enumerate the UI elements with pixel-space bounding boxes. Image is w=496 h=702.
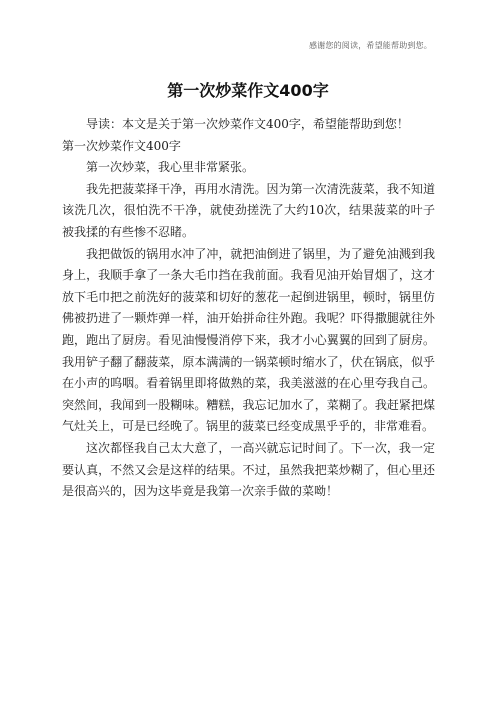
body-paragraph: 我先把菠菜择干净，再用水清洗。因为第一次清洗菠菜，我不知道该洗几次，很怕洗不干净，就使劲搓洗了大约10次，结果菠菜的叶子被我揉的有些惨不忍睹。	[62, 181, 435, 239]
header-note: 感谢您的阅读，希望能帮助到您。	[309, 41, 432, 50]
page-title: 第一次炒菜作文400字	[167, 81, 329, 100]
subtitle-paragraph: 第一次炒菜作文400字	[62, 138, 181, 153]
body-paragraph: 我把做饭的锅用水冲了冲，就把油倒进了锅里，为了避免油溅到我身上，我顺手拿了一条大毛巾挡在我前面。我看见油开始冒烟了，这才放下毛巾把之前洗好的菠菜和切好的葱花一起倒进锅里，顿时，锅里仿佛被扔进了一颗炸弹一样，油开始拼命往外跑。我呢？吓得撒腿就往外跑，跑出了厨房。看见油慢慢消停下来，我才小心翼翼的回到了厨房。我用铲子翻了翻菠菜，原本满满的一锅菜顿时缩水了，伏在锅底，似乎在小声的呜咽。看着锅里即将做熟的菜，我美滋滋的在心里夸我自己。突然间，我闻到一股糊味。糟糕，我忘记加水了，菜糊了。我赶紧把煤气灶关上，可是已经晚了。锅里的菠菜已经变成黑乎乎的，非常难看。	[62, 246, 435, 434]
intro-paragraph: 导读：本文是关于第一次炒菜作文400字，希望能帮助到您！	[86, 117, 409, 131]
body-paragraph: 第一次炒菜，我心里非常紧张。	[86, 160, 255, 175]
article-body	[62, 114, 435, 503]
body-paragraph: 这次都怪我自己太大意了，一高兴就忘记时间了。下一次，我一定要认真，不然又会是这样的结果。不过，虽然我把菜炒糊了，但心里还是很高兴的，因为这毕竟是我第一次亲手做的菜呦！	[62, 440, 435, 499]
